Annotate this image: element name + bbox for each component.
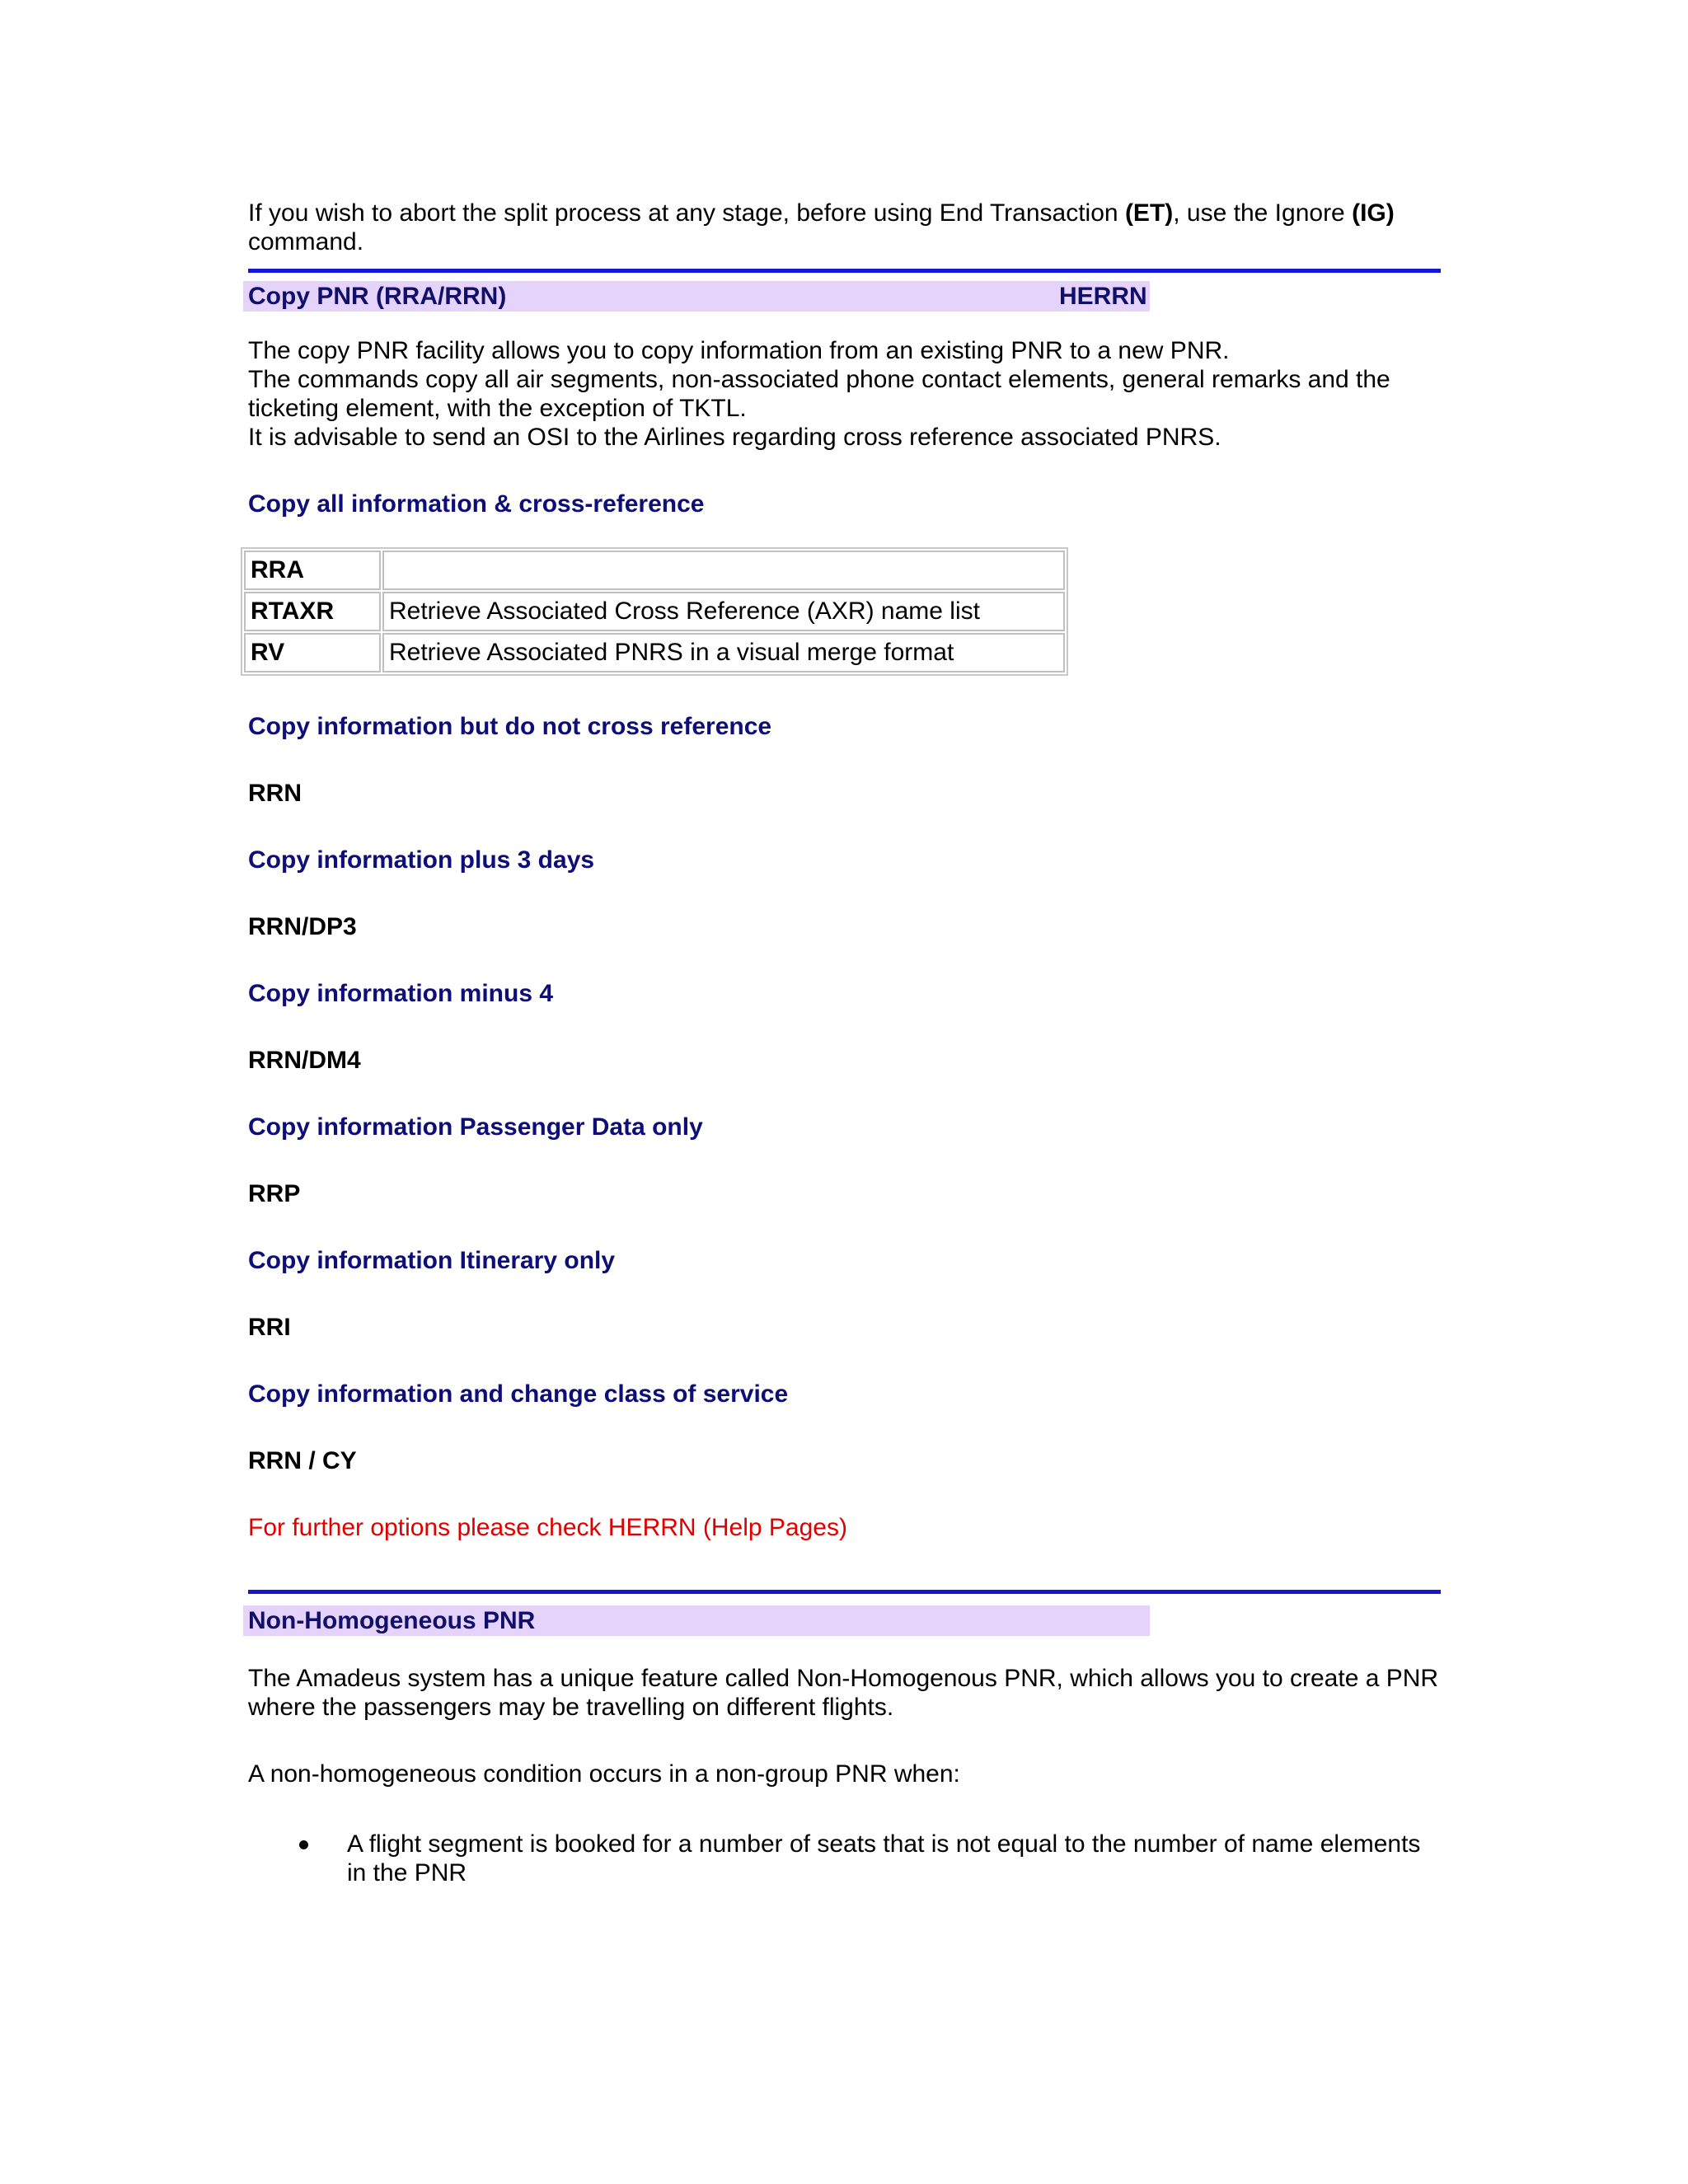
description-line: The copy PNR facility allows you to copy information from an existing PNR to a new PNR. (248, 337, 1230, 364)
description-line: The commands copy all air segments, non-associated phone contact elements, general remarks and the ticketing element, with the exception of TKTL. (248, 366, 1390, 422)
description-line: It is advisable to send an OSI to the Airlines regarding cross reference associated PNRS. (248, 424, 1221, 451)
description-cell (382, 551, 1065, 590)
option-command: RRI (248, 1314, 291, 1341)
option-heading: Copy information Itinerary only (248, 1247, 616, 1274)
description-cell: Retrieve Associated Cross Reference (AXR) name list (382, 592, 1065, 631)
option-command: RRP (248, 1180, 301, 1207)
intro-text: command. (248, 228, 364, 255)
section-divider (248, 1590, 1441, 1594)
option-heading: Copy information and change class of service (248, 1380, 789, 1408)
list-item (248, 1830, 1441, 1887)
command-cell: RRA (244, 551, 381, 590)
table-row (244, 551, 1065, 590)
non-homogeneous-description: The Amadeus system has a unique feature called Non-Homogenous PNR, which allows you to create a PNR where the passengers may be travelling on different flights. (248, 1665, 1439, 1721)
non-homogeneous-condition: A non-homogeneous condition occurs in a non-group PNR when: (248, 1760, 960, 1788)
description-cell: Retrieve Associated PNRS in a visual merge format (382, 633, 1065, 673)
et-code: (ET) (1124, 199, 1174, 227)
option-heading: Copy information minus 4 (248, 980, 554, 1007)
intro-text: , use the Ignore (1173, 199, 1353, 227)
option-heading: Copy information plus 3 days (248, 846, 595, 874)
command-cell: RV (244, 633, 381, 673)
non-homogeneous-section-header (243, 1605, 1150, 1636)
intro-paragraph (248, 199, 1441, 256)
section-title: Copy PNR (RRA/RRN) (248, 283, 507, 310)
command-cell: RTAXR (244, 592, 381, 631)
option-command: RRN / CY (248, 1447, 357, 1474)
table-row (244, 592, 1065, 631)
copy-pnr-description (248, 336, 1441, 452)
section-title: Non-Homogeneous PNR (248, 1607, 536, 1634)
copy-options (248, 712, 1441, 1475)
option-heading: Copy information but do not cross reference (248, 713, 772, 740)
further-options-note: For further options please check HERRN (Help Pages) (248, 1514, 847, 1541)
help-code: HERRN (1059, 283, 1147, 310)
bullet-icon (299, 1840, 308, 1849)
option-command: RRN (248, 780, 302, 807)
page-content (248, 199, 1441, 1887)
intro-text: If you wish to abort the split process at any stage, before using End Transaction (248, 199, 1125, 227)
condition-list (248, 1830, 1441, 1887)
section-divider (248, 269, 1441, 273)
table-row (244, 633, 1065, 673)
ig-code: (IG) (1352, 199, 1395, 227)
option-heading: Copy information Passenger Data only (248, 1113, 703, 1141)
option-command: RRN/DP3 (248, 913, 357, 940)
option-command: RRN/DM4 (248, 1047, 361, 1074)
list-item-text: A flight segment is booked for a number of seats that is not equal to the number of name elements in the PNR (347, 1830, 1421, 1886)
command-table (241, 547, 1068, 676)
copy-pnr-section-header (243, 281, 1150, 312)
all-info-heading: Copy all information & cross-reference (248, 490, 705, 518)
